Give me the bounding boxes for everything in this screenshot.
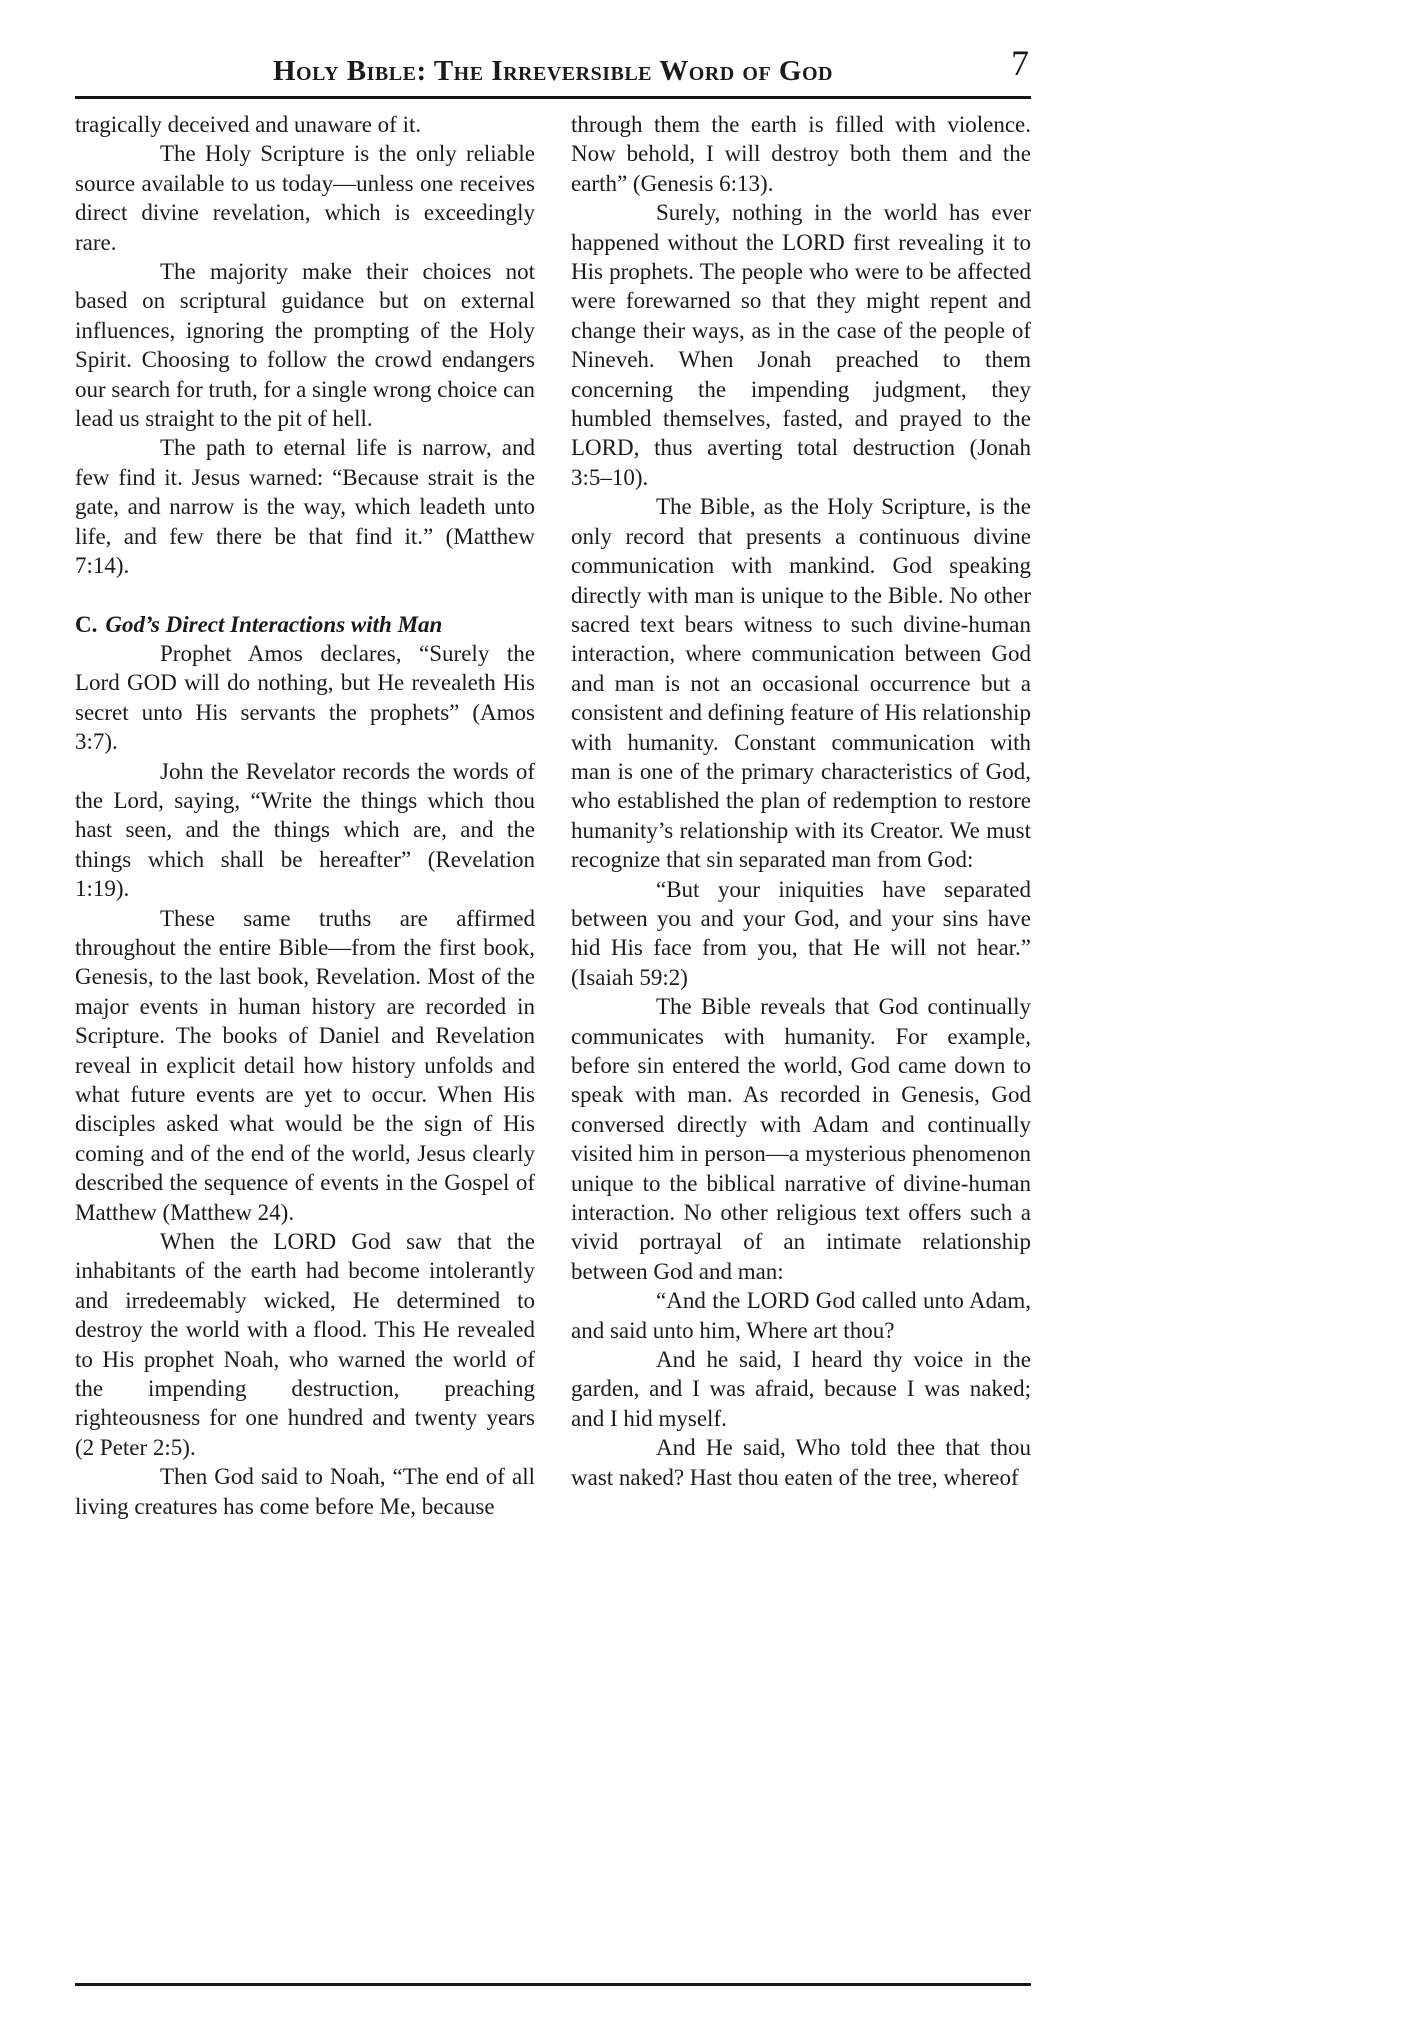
paragraph: “But your iniquities have separated between you and your God, and your sins have hid His face from you, that He will not hear.” (Isaiah 59:2) bbox=[571, 876, 1031, 990]
paragraph: These same truths are affirmed throughout the entire Bible—from the first book, Genesis, to the last book, Revelation. Most of the major events in human history are recorded in Scripture. The books of Daniel and Revelation reveal in explicit detail how history unfolds and what future events are yet to occur. When His disciples asked what would be the sign of His coming and of the end of the world, Jesus clearly described the sequence of events in the Gospel of Matthew (Matthew 24). bbox=[75, 905, 535, 1225]
page-number: 7 bbox=[1011, 43, 1029, 83]
paragraph: The path to eternal life is narrow, and few find it. Jesus warned: “Because strait is the gate, and narrow is the way, which leadeth unto life, and few there be that find it.” (Matthew 7:14). bbox=[75, 435, 535, 579]
paragraph: through them the earth is filled with violence. Now behold, I will destroy both them and the earth” (Genesis 6:13). bbox=[571, 112, 1031, 196]
running-header-title: Holy Bible: The Irreversible Word of God bbox=[273, 55, 833, 87]
paragraph: tragically deceived and unaware of it. bbox=[75, 112, 422, 137]
paragraph: The majority make their choices not based on scriptural guidance but on external influences, ignoring the prompting of the Holy Spirit. Choosing to follow the crowd endangers our search for truth, for a single wrong choice can lead us straight to the pit of hell. bbox=[75, 259, 535, 432]
page-content bbox=[75, 0, 1031, 1521]
paragraph: When the LORD God saw that the inhabitants of the earth had become intolerantly and irredeemably wicked, He determined to destroy the world with a flood. This He revealed to His prophet Noah, who warned the world of the impending destruction, preaching righteousness for one hundred and twenty years (2 Peter 2:5). bbox=[75, 1229, 535, 1460]
paragraph: And He said, Who told thee that thou wast naked? Hast thou eaten of the tree, whereof bbox=[571, 1435, 1031, 1490]
paragraph: Surely, nothing in the world has ever happened without the LORD first revealing it to His prophets. The people who were to be affected were forewarned so that they might repent and change their ways, as in the case of the people of Nineveh. When Jonah preached to them concerning the impending judgment, they humbled themselves, fasted, and prayed to the LORD, thus averting total destruction (Jonah 3:5–10). bbox=[571, 200, 1031, 490]
section-heading-text: God’s Direct Interactions with Man bbox=[105, 611, 443, 637]
header-rule bbox=[75, 96, 1031, 99]
paragraph: Prophet Amos declares, “Surely the Lord GOD will do nothing, but He revealeth His secret unto His servants the prophets” (Amos 3:7). bbox=[75, 640, 535, 755]
paragraph: The Bible reveals that God continually communicates with humanity. For example, before sin entered the world, God came down to speak with man. As recorded in Genesis, God conversed directly with Adam and continually visited him in person—a mysterious phenomenon unique to the biblical narrative of divine-human interaction. No other religious text offers such a vivid portrayal of an intimate relationship between God and man: bbox=[571, 994, 1031, 1284]
footer-rule bbox=[75, 1983, 1031, 1986]
paragraph: Then God said to Noah, “The end of all living creatures has come before Me, because bbox=[75, 1464, 535, 1519]
text-columns bbox=[75, 110, 1031, 1521]
paragraph: The Bible, as the Holy Scripture, is the only record that presents a continuous divine communication with mankind. God speaking directly with man is unique to the Bible. No other sacred text bears witness to such divine-human interaction, where communication between God and man is not an occasional occurrence but a consistent and defining feature of His relationship with humanity. Constant communication with man is one of the primary characteristics of God, who established the plan of redemption to restore humanity’s relationship with its Creator. We must recognize that sin separated man from God: bbox=[571, 494, 1031, 873]
section-heading bbox=[75, 610, 535, 639]
paragraph: John the Revelator records the words of the Lord, saying, “Write the things which thou hast seen, and the things which are, and the things which shall be hereafter” (Revelation 1:19). bbox=[75, 758, 535, 902]
paragraph: The Holy Scripture is the only reliable source available to us today—unless one receives direct divine revelation, which is exceedingly rare. bbox=[75, 141, 535, 255]
left-column bbox=[75, 110, 535, 1521]
section-heading-label: C. bbox=[75, 611, 98, 637]
running-header bbox=[75, 43, 1031, 92]
paragraph: And he said, I heard thy voice in the garden, and I was afraid, because I was naked; and I hid myself. bbox=[571, 1347, 1031, 1431]
right-column bbox=[571, 110, 1031, 1521]
paragraph: “And the LORD God called unto Adam, and said unto him, Where art thou? bbox=[571, 1288, 1031, 1343]
